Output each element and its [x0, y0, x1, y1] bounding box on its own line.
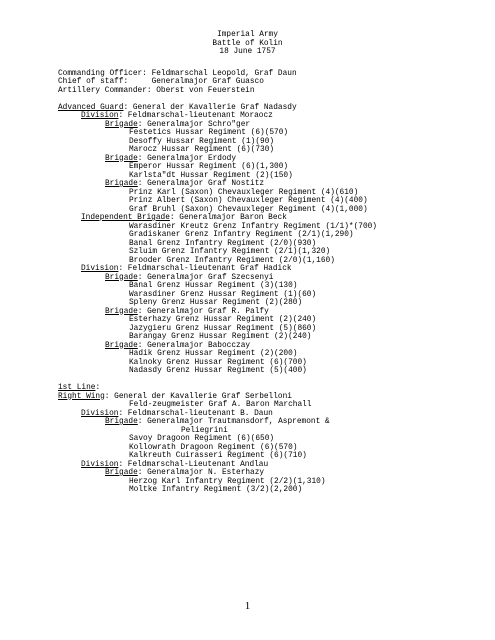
- unit-line: Brooder Grenz Infantry Regiment (2/0)(1,160): [129, 256, 335, 265]
- division-commander: : Feldmarschal-Lieutenant Andlau: [118, 460, 269, 469]
- unit-line: Spleny Grenz Hussar Regiment (2)(280): [129, 299, 303, 307]
- unit-line: Warasdiner Kreutz Grenz Infantry Regiment (1/1)*(700): [129, 222, 377, 231]
- brigade-commander: : Generalmajor Erdody: [137, 154, 237, 163]
- brigade-label: Brigade: [105, 341, 138, 350]
- unit-line: Banal Grenz Hussar Regiment (3)(130): [129, 282, 298, 290]
- right-wing-second-commander: Feld-zeugmeister Graf A. Baron Marchall: [129, 401, 312, 409]
- unit-line: Esterhazy Grenz Hussar Regiment (2)(240): [129, 316, 317, 324]
- brigade-commander: : Generalmajor Graf R. Palfy: [137, 307, 269, 316]
- unit-line: Barangay Grenz Hussar Regiment (2)(240): [129, 333, 312, 341]
- unit-line: Graf Bruhl (Saxon) Chevauxleger Regiment (4)(1,000): [129, 205, 368, 214]
- first-line-label: 1st Line: [58, 384, 96, 392]
- brigade-commander: : Generalmajor N. Esterhazy: [137, 469, 265, 477]
- brigade-label: Brigade: [105, 273, 138, 282]
- brigade-commander: : Generalmajor Trautmansdorf, Aspremont &: [137, 418, 330, 426]
- brigade-label: Brigade: [105, 120, 138, 129]
- unit-line: Moltke Infantry Regiment (3/2)(2,200): [129, 486, 303, 494]
- brigade-commander: : Generalmajor Schro"ger: [137, 120, 251, 129]
- brigade-commander-continued: Peliegrini: [181, 426, 228, 435]
- header-army: Imperial Army: [217, 31, 278, 39]
- brigade-heading: [105, 418, 330, 426]
- independent-brigade-commander: : Generalmajor Baron Beck: [169, 214, 287, 222]
- page-number: 1: [244, 600, 251, 612]
- unit-line: Nadasdy Grenz Hussar Regiment (5)(400): [129, 367, 307, 375]
- brigade-label: Brigade: [105, 469, 138, 477]
- brigade-commander: : Generalmajor Graf Nostitz: [137, 180, 265, 188]
- brigade-label: Brigade: [105, 307, 138, 316]
- right-wing-label: Right Wing: [58, 392, 105, 401]
- unit-line: Banal Grenz Infantry Regiment (2/0)(930): [129, 239, 317, 248]
- commanding-officer: Commanding Officer: Feldmarschal Leopold, Graf Daun: [58, 69, 297, 78]
- independent-brigade-heading: [81, 214, 287, 222]
- brigade-commander: : Generalmajor Graf Szecsenyi: [137, 273, 274, 282]
- brigade-heading: [105, 180, 264, 188]
- unit-line: Prinz Karl (Saxon) Chevauxleger Regiment (4)(610): [129, 188, 359, 197]
- unit-line: Karlsta"dt Hussar Regiment (2)(150): [129, 171, 293, 180]
- brigade-label: Brigade: [105, 180, 138, 188]
- advanced-guard-label: Advanced Guard: [58, 103, 124, 112]
- chief-of-staff: Chief of staff: Generalmajor Graf Guasco: [58, 78, 264, 86]
- unit-line: Kalkreuth Cuirasseri Regiment (6)(710): [129, 452, 307, 460]
- right-wing-commander: : General der Kavallerie Graf Serbelloni: [104, 392, 292, 401]
- unit-line: Savoy Dragoon Regiment (6)(650): [129, 435, 275, 443]
- unit-line: Warasdiner Grenz Hussar Regiment (1)(60): [129, 290, 317, 299]
- unit-line: Emperor Hussar Regiment (6)(1,300): [129, 163, 289, 171]
- unit-line: Jazygieru Grenz Hussar Regiment (5)(860): [129, 324, 317, 333]
- brigade-heading: [105, 469, 264, 477]
- division-heading: [81, 112, 273, 120]
- division-commander: : Feldmarschal-lieutenant B. Daun: [118, 409, 273, 418]
- division-label: Division: [81, 265, 119, 273]
- unit-line: Herzog Karl Infantry Regiment (2/2)(1,310): [129, 477, 326, 486]
- brigade-heading: [105, 121, 250, 129]
- division-commander: : Feldmarschal-lieutenant Graf Hadick: [118, 265, 292, 273]
- unit-line: Szluim Grenz Infantry Regiment (2/1)(1,320): [129, 248, 331, 256]
- brigade-heading: [105, 155, 236, 163]
- brigade-commander: : Generalmajor Babocczay: [137, 341, 251, 350]
- advanced-guard-commander: : General der Kavallerie Graf Nadasdy: [123, 103, 297, 112]
- division-heading: [81, 265, 292, 273]
- division-heading: [81, 461, 268, 469]
- unit-line: Marocz Hussar Regiment (6)(730): [129, 146, 275, 154]
- unit-line: Gradiskaner Grenz Infantry Regiment (2/1)(1,290): [129, 231, 354, 239]
- brigade-label: Brigade: [105, 418, 138, 426]
- right-wing-heading: [58, 393, 292, 401]
- unit-line: Hadik Grenz Hussar Regiment (2)(200): [129, 350, 298, 358]
- unit-line: Kalnoky Grenz Hussar Regiment (6)(700): [129, 358, 307, 367]
- brigade-label: Brigade: [105, 154, 138, 163]
- first-line-colon: :: [95, 384, 101, 392]
- advanced-guard-heading: [58, 104, 297, 112]
- brigade-heading: [105, 274, 273, 282]
- artillery-commander: Artillery Commander: Oberst von Feuerstein: [58, 86, 255, 95]
- independent-brigade-label: Independent Brigade: [81, 214, 170, 222]
- header-battle: Battle of Kolin: [212, 39, 283, 48]
- brigade-heading: [105, 342, 250, 350]
- unit-line: Festetics Hussar Regiment (6)(570): [129, 129, 289, 137]
- division-commander: : Feldmarschal-lieutenant Moraocz: [118, 112, 273, 120]
- first-line-heading: [58, 384, 100, 392]
- unit-line: Desoffy Hussar Regiment (1)(90): [129, 137, 275, 146]
- header-date: 18 June 1757: [219, 48, 276, 56]
- unit-line: Prinz Albert (Saxon) Chevauxleger Regiment (4)(400): [129, 197, 368, 205]
- brigade-heading: [105, 308, 269, 316]
- unit-line: Kollowrath Dragoon Regiment (6)(570): [129, 443, 298, 452]
- division-heading: [81, 410, 273, 418]
- division-label: Division: [81, 460, 119, 469]
- division-label: Division: [81, 409, 119, 418]
- division-label: Division: [81, 112, 119, 120]
